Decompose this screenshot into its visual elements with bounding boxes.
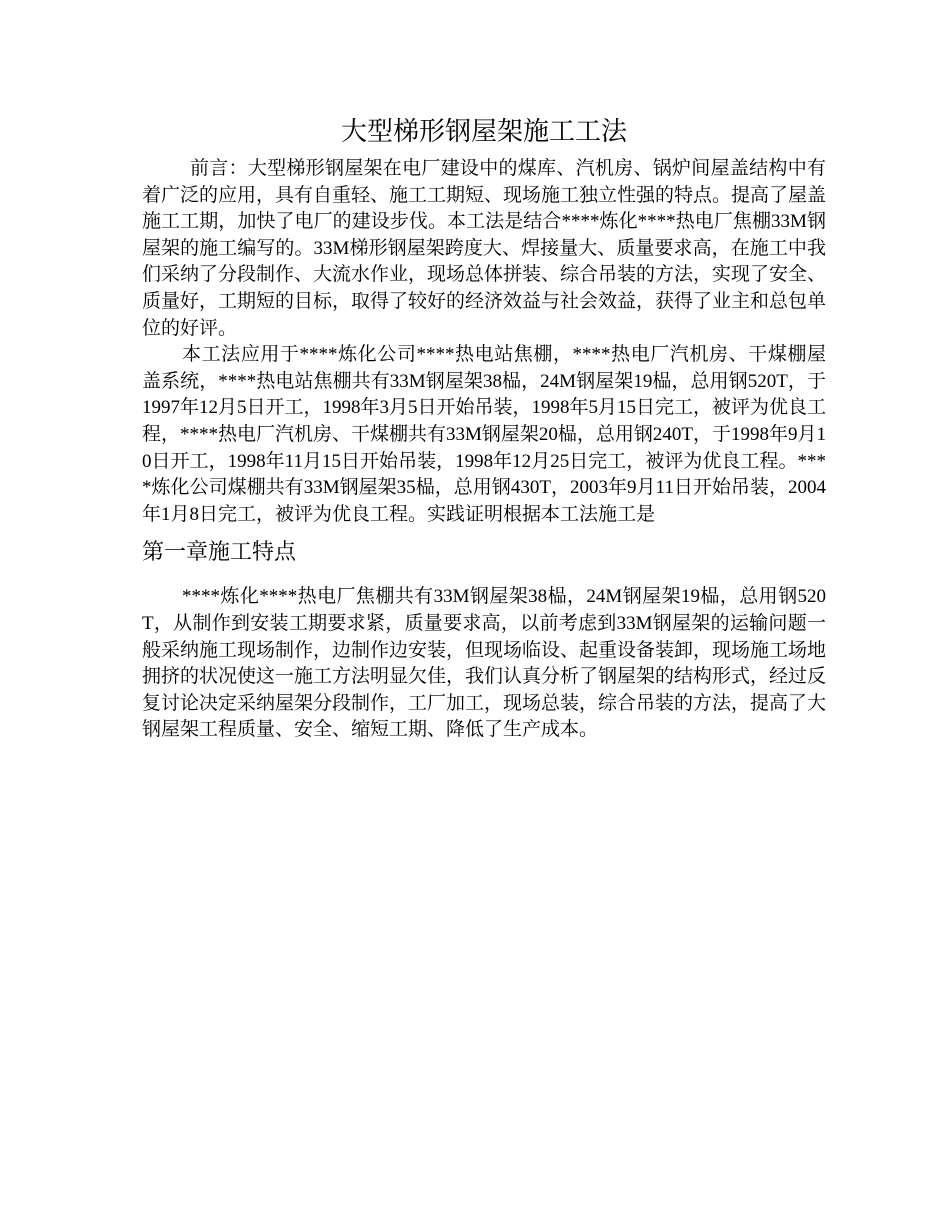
chapter-body-paragraph: ****炼化****热电厂焦棚共有33M钢屋架38榀，24M钢屋架19榀，总用钢520T，从制作到安装工期要求紧，质量要求高，以前考虑到33M钢屋架的运输问题一般采纳施工现场制作，边制作边安装，但现场临设、起重设备装卸，现场施工场地拥挤的状况使这一施工方法明显欠佳，我们认真分析了钢屋架的结构形式，经过反复讨论决定采纳屋架分段制作，工厂加工，现场总装，综合吊装的方法，提高了大钢屋架工程质量、安全、缩短工期、降低了生产成本。 [142,586,827,741]
document-content [142,112,826,744]
chapter-heading: 第一章施工特点 [142,539,297,565]
application-paragraph: 本工法应用于****炼化公司****热电站焦棚，****热电厂汽机房、干煤棚屋盖系统，****热电站焦棚共有33M钢屋架38榀，24M钢屋架19榀，总用钢520T，于1997年12月5日开工，1998年3月5日开始吊装，1998年5月15日完工，被评为优良工程，****热电厂汽机房、干煤棚共有33M钢屋架20榀，总用钢240T，于1998年9月10日开工，1998年11月15日开始吊装，1998年12月25日完工，被评为优良工程。****炼化公司煤棚共有33M钢屋架35榀，总用钢430T，2003年9月11日开始吊装，2004年1月8日完工，被评为优良工程。实践证明根据本工法施工是 [142,344,827,525]
document-title: 大型梯形钢屋架施工工法 [340,117,627,146]
preface-paragraph: 前言：大型梯形钢屋架在电厂建设中的煤库、汽机房、锅炉间屋盖结构中有着广泛的应用，具有自重轻、施工工期短、现场施工独立性强的特点。提高了屋盖施工工期，加快了电厂的建设步伐。本工法是结合****炼化****热电厂焦棚33M钢屋架的施工编写的。33M梯形钢屋架跨度大、焊接量大、质量要求高，在施工中我们采纳了分段制作、大流水作业，现场总体拼装、综合吊装的方法，实现了安全、质量好，工期短的目标，取得了较好的经济效益与社会效益，获得了业主和总包单位的好评。 [142,158,827,339]
